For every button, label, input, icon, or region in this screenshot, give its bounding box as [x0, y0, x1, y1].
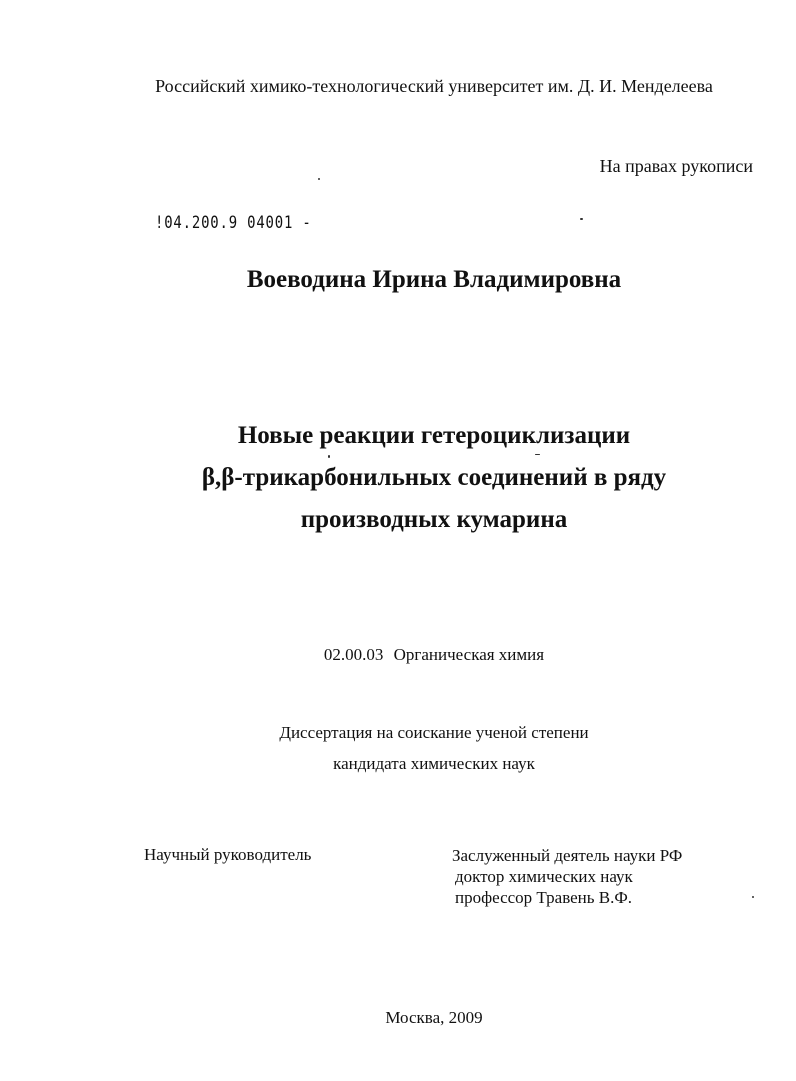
title-line-2: β,β-трикарбонильных соединений в ряду [201, 464, 667, 491]
degree-line-1: Диссертация на соискание ученой степени [279, 723, 589, 742]
degree-line-2: кандидата химических наук [333, 754, 535, 773]
supervisor-label: Научный руководитель [144, 845, 312, 864]
author-name: Воеводина Ирина Владимировна [246, 266, 622, 293]
specialty-name: Органическая химия [393, 645, 545, 664]
archive-stamp-number: !04.200.9 04001 - [155, 213, 312, 233]
degree-statement [0, 717, 796, 779]
title-line-1: Новые реакции гетероциклизации [237, 422, 631, 449]
scan-speck [318, 178, 320, 180]
supervisor-title-2: доктор химических наук [455, 867, 633, 886]
scan-speck [752, 896, 754, 898]
supervisor-name: профессор Травень В.Ф. [455, 888, 633, 907]
scan-speck [580, 218, 583, 220]
dissertation-title [0, 415, 796, 541]
university-name: Российский химико-технологический университет им. Д. И. Менделеева [155, 76, 713, 96]
specialty-code: 02.00.03 [323, 645, 384, 664]
scan-speck [535, 454, 540, 455]
supervisor-details [452, 845, 682, 908]
specialty [0, 645, 796, 665]
manuscript-rights-note: На правах рукописи [599, 156, 753, 176]
scan-speck [328, 455, 330, 458]
title-line-3: производных кумарина [300, 506, 568, 533]
supervisor-title-1: Заслуженный деятель науки РФ [452, 846, 683, 865]
city-year: Москва, 2009 [385, 1008, 483, 1027]
